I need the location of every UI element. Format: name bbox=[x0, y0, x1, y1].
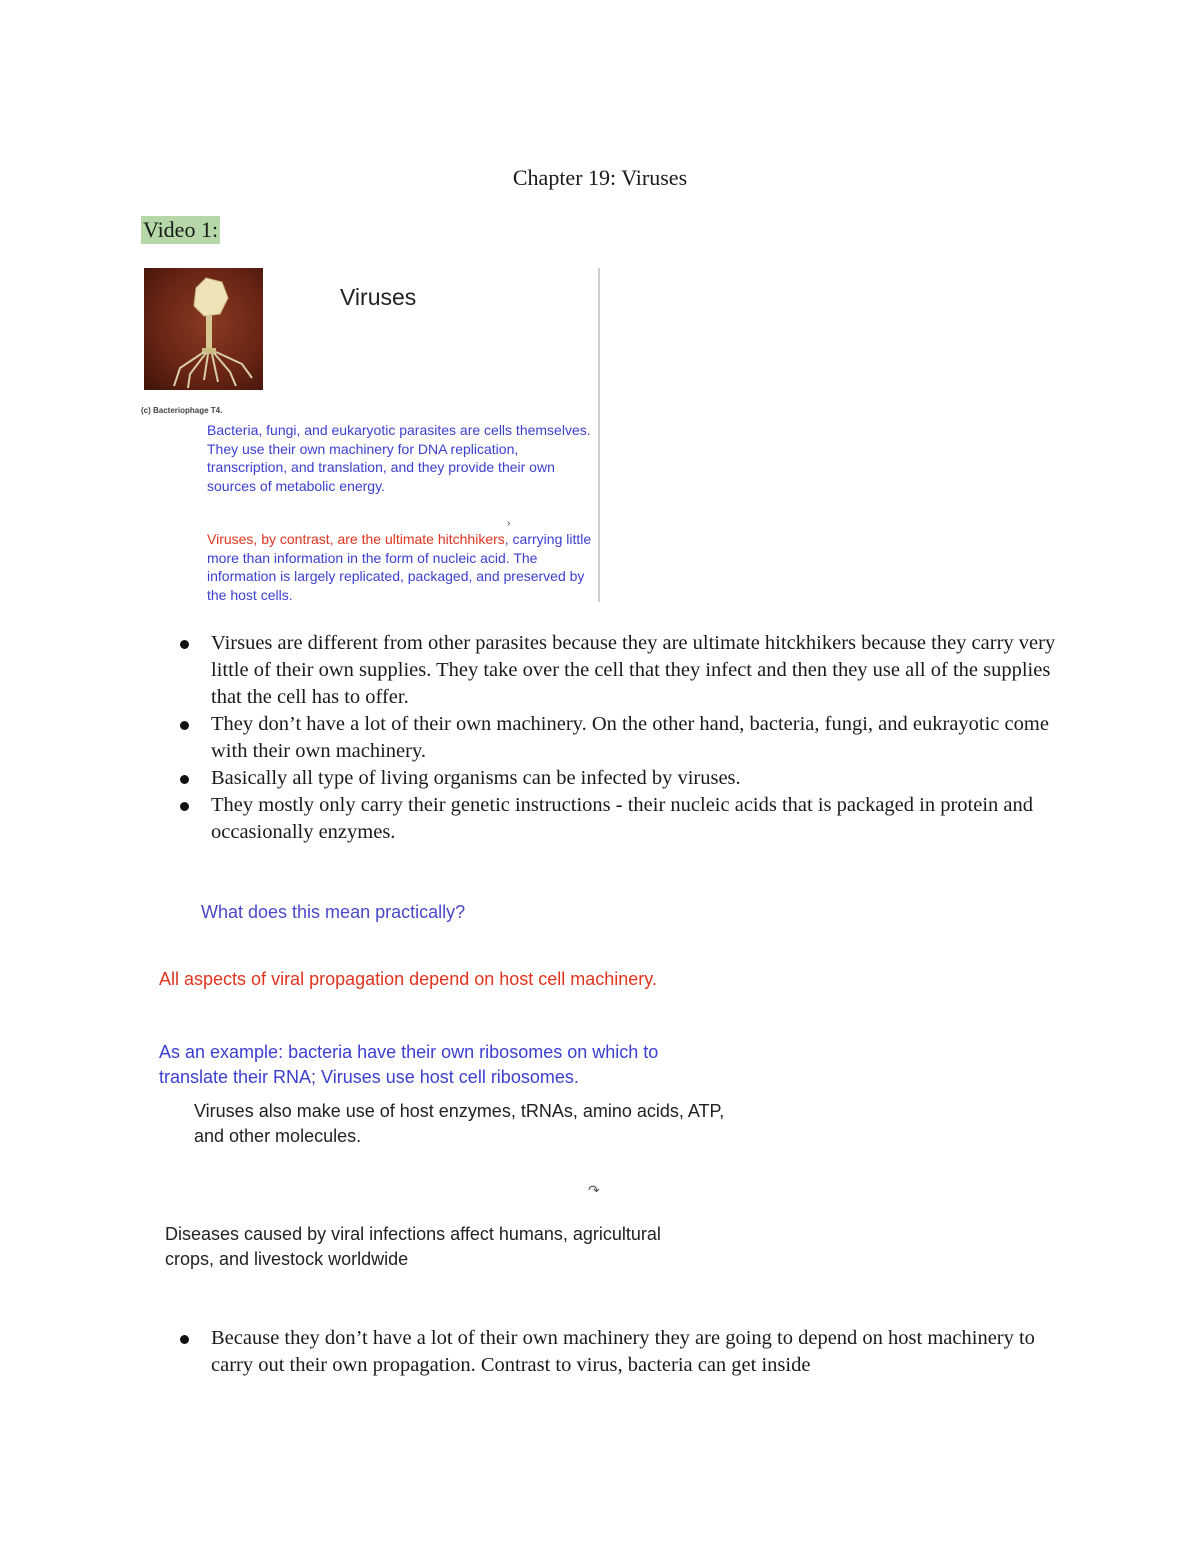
slide2-host-molecules: Viruses also make use of host enzymes, tRNAs, amino acids, ATP, and other molecules. bbox=[194, 1101, 725, 1146]
cursor-icon: › bbox=[507, 518, 511, 529]
list-item-text: Because they don’t have a lot of their own machinery they are going to depend on host machinery to carry out their own propagation. Contrast to virus, bacteria can get inside bbox=[211, 1327, 1035, 1376]
page-title: Chapter 19: Viruses bbox=[512, 165, 688, 190]
list-item-text: Virsues are different from other parasites because they are ultimate hitckhikers because they carry very little of their own supplies. They take over the cell that they infect and then they use all of the supplies that the cell has to offer. bbox=[211, 632, 1056, 708]
slide2-diseases: Diseases caused by viral infections affect humans, agricultural crops, and livestock worldwide bbox=[165, 1224, 661, 1269]
list-item bbox=[176, 630, 1056, 711]
notes-list-1 bbox=[176, 630, 1056, 846]
video-label-highlight: Video 1: bbox=[143, 217, 219, 242]
slide2-example: As an example: bacteria have their own ribosomes on which to translate their RNA; Viruses use host cell ribosomes. bbox=[159, 1042, 659, 1087]
hitchhikers-highlight: Viruses, by contrast, are the ultimate hitchhikers bbox=[207, 531, 505, 547]
list-item-text: Basically all type of living organisms can be infected by viruses. bbox=[211, 767, 741, 789]
photo-caption: (c) Bacteriophage T4. bbox=[141, 406, 223, 415]
list-item bbox=[176, 711, 1056, 765]
slide-screenshot-viruses bbox=[141, 266, 601, 602]
slide-paragraph-cells-text: Bacteria, fungi, and eukaryotic parasites are cells themselves. They use their own machinery for DNA replication, transcription, and translation, and they provide their own sources of metabolic energy. bbox=[207, 422, 591, 494]
propagation-text: aspects of viral propagation depend on host cell machinery. bbox=[179, 969, 657, 989]
bullet-icon bbox=[180, 775, 189, 784]
bacteriophage-illustration bbox=[144, 268, 263, 390]
slide2-question: What does this mean practically? bbox=[201, 902, 466, 922]
bacteriophage-photo bbox=[144, 268, 263, 390]
all-highlight: All bbox=[159, 969, 180, 989]
notes-list-2 bbox=[176, 1325, 1056, 1379]
bullet-icon bbox=[180, 802, 189, 811]
slide-title: Viruses bbox=[340, 284, 417, 310]
list-item bbox=[176, 792, 1056, 846]
slide2-propagation bbox=[159, 967, 679, 992]
list-item bbox=[176, 765, 1056, 792]
bullet-icon bbox=[180, 721, 189, 730]
list-item-text: They mostly only carry their genetic instructions - their nucleic acids that is packaged in protein and occasionally enzymes. bbox=[211, 794, 1034, 843]
list-item bbox=[176, 1325, 1056, 1379]
slide-paragraph-hitchhikers bbox=[207, 530, 602, 604]
hitchhikers-rest: , carrying little more than information in the form of nucleic acid. The information is largely replicated, packaged, and preserved by the host cells. bbox=[207, 531, 592, 603]
slide-paragraph-cells bbox=[207, 421, 602, 495]
bullet-icon bbox=[180, 1335, 189, 1344]
slide-divider bbox=[598, 268, 600, 602]
cursor-icon: ↷ bbox=[588, 1183, 600, 1199]
bullet-icon bbox=[180, 640, 189, 649]
list-item-text: They don’t have a lot of their own machinery. On the other hand, bacteria, fungi, and eukrayotic come with their own machinery. bbox=[211, 713, 1049, 762]
